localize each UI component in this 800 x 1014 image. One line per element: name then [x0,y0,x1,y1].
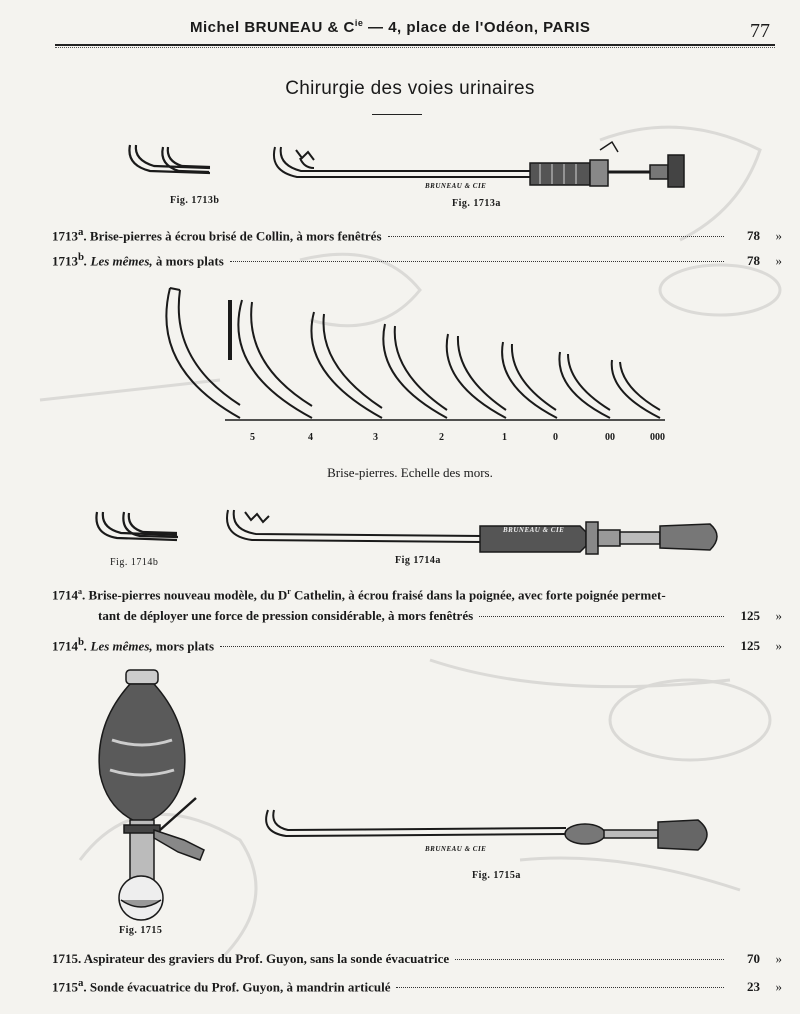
fig-1714b-label: Fig. 1714b [110,557,159,568]
scale-number: 4 [308,432,313,443]
fig-1715a-label: Fig. 1715a [472,870,521,881]
entry-1714a-continued: tant de déployer une force de pression considérable, à mors fenêtrés 125 » [98,608,782,623]
price: 23 [747,979,760,995]
scale-number: 000 [650,432,665,443]
header-company: Michel BRUNEAU & $C^{ie}$ — 4, place de l'Odéon, PARIS [190,18,591,36]
maker-mark-1713a: BRUNEAU & CIE [425,182,487,190]
price: 125 [740,638,760,654]
scale-number: 5 [250,432,255,443]
scale-number: 0 [553,432,558,443]
scale-caption: Brise-pierres. Echelle des mors. [327,465,493,480]
scale-number: 3 [373,432,378,443]
entry-1713a: 1713$^a$. Brise-pierres à écrou brisé de Collin, à mors fenêtrés 78 » [52,226,782,244]
fig-1715-label: Fig. 1715 [119,925,163,936]
entry-1713b: 1713$^b$. Les mêmes, à mors plats 78 » [52,251,782,269]
entry-1714b: 1714$^b$. Les mêmes, mors plats 125 » [52,636,782,654]
price: 70 [747,951,760,966]
entry-1714a: 1714$^a$. Brise-pierres nouveau modèle, du $D^r$ Cathelin, à écrou fraisé dans la poignée, avec forte poignée permet- [52,587,666,603]
scale-number: 1 [502,432,507,443]
leader-dots [396,987,724,988]
fig-1714a-label: Fig 1714a [395,555,441,566]
entry-1715: 1715. Aspirateur des graviers du Prof. Guyon, sans la sonde évacuatrice 70 » [52,951,782,966]
price: 78 [747,253,760,269]
price: 125 [740,608,760,623]
maker-mark-1715a: BRUNEAU & CIE [425,845,487,853]
scale-number: 00 [605,432,615,443]
maker-mark-1714a: BRUNEAU & CIE [503,526,565,534]
fig-1713b-label: Fig. 1713b [170,195,220,206]
entry-1715a: 1715$^a$. Sonde évacuatrice du Prof. Guyon, à mandrin articulé 23 » [52,977,782,995]
scale-number: 2 [439,432,444,443]
price: 78 [747,228,760,244]
section-title: Chirurgie des voies urinaires [285,78,535,99]
page-number: 77 [750,20,770,42]
fig-1713a-label: Fig. 1713a [452,198,501,209]
leader-dots [455,959,724,960]
